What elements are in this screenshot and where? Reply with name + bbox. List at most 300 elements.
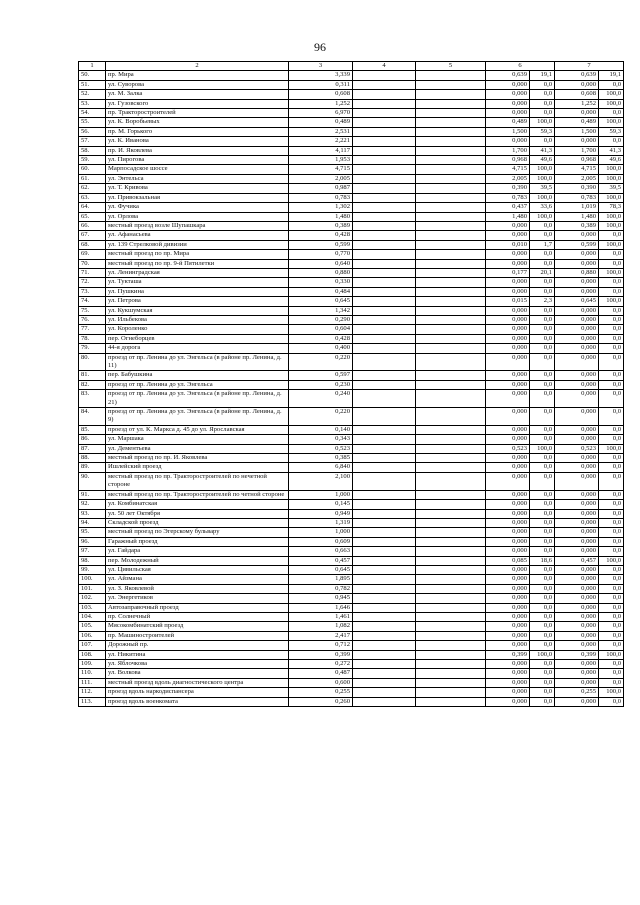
table-cell: 49,6 [599, 156, 624, 165]
table-cell: ул. Тукташа [106, 278, 289, 287]
table-cell [416, 528, 486, 537]
table-cell: ул. Дементьева [106, 444, 289, 453]
table-cell: проезд от пр. Ленина до ул. Энгельса (в районе пр. Ленина, д. 9) [106, 408, 289, 426]
table-cell: 0,599 [289, 240, 353, 249]
table-cell: 0,000 [555, 509, 599, 518]
table-cell: 0,0 [599, 287, 624, 296]
table-cell: 0,000 [555, 472, 599, 490]
table-cell: ул. Орлова [106, 212, 289, 221]
table-cell: 100,0 [599, 212, 624, 221]
table-cell [353, 518, 416, 527]
table-cell: 0,0 [530, 518, 555, 527]
table-row [79, 250, 624, 259]
table-cell: 91. [79, 490, 106, 499]
table-cell: 0,0 [530, 435, 555, 444]
table-cell: 0,0 [599, 584, 624, 593]
table-row [79, 500, 624, 509]
table-cell: 0,000 [486, 334, 530, 343]
table-cell: 0,0 [530, 697, 555, 706]
table-cell [353, 315, 416, 324]
table-cell: 0,0 [530, 250, 555, 259]
table-cell [353, 408, 416, 426]
table-cell: 0,255 [555, 688, 599, 697]
table-row [79, 221, 624, 230]
table-cell: 0,0 [530, 594, 555, 603]
table-cell: 4,715 [486, 165, 530, 174]
table-cell [353, 203, 416, 212]
table-cell: 88. [79, 454, 106, 463]
table-cell [416, 622, 486, 631]
table-cell: 0,000 [486, 137, 530, 146]
table-cell: 100,0 [530, 212, 555, 221]
table-cell: ул. Привокзальная [106, 193, 289, 202]
table-cell: 0,782 [289, 584, 353, 593]
table-cell: 0,000 [555, 565, 599, 574]
table-cell: 0,220 [289, 353, 353, 371]
table-cell [353, 353, 416, 371]
table-cell [353, 99, 416, 108]
table-cell [353, 80, 416, 89]
table-cell: 0,0 [530, 575, 555, 584]
table-row [79, 278, 624, 287]
table-cell [353, 454, 416, 463]
table-cell [353, 240, 416, 249]
table-cell: 1,000 [289, 528, 353, 537]
table-cell: 1,319 [289, 518, 353, 527]
table-cell [416, 156, 486, 165]
table-cell: 0,260 [289, 697, 353, 706]
table-cell [416, 259, 486, 268]
table-cell [416, 425, 486, 434]
table-cell: 83. [79, 390, 106, 408]
table-cell [416, 184, 486, 193]
table-row [79, 268, 624, 277]
table-cell: пр. Солнечный [106, 612, 289, 621]
table-cell: 0,0 [530, 547, 555, 556]
table-row [79, 174, 624, 183]
table-row [79, 575, 624, 584]
table-cell: 0,000 [486, 631, 530, 640]
table-cell: 87. [79, 444, 106, 453]
table-cell: 0,0 [530, 334, 555, 343]
table-cell: 0,000 [555, 622, 599, 631]
table-cell: 0,487 [289, 669, 353, 678]
table-row [79, 334, 624, 343]
table-row [79, 537, 624, 546]
table-cell: 100,0 [599, 268, 624, 277]
table-cell [353, 500, 416, 509]
table-cell: 0,0 [530, 287, 555, 296]
table-cell: 0,0 [599, 631, 624, 640]
table-row [79, 90, 624, 99]
table-cell [416, 435, 486, 444]
table-cell [416, 390, 486, 408]
table-cell: 0,000 [486, 669, 530, 678]
table-cell: 49,6 [530, 156, 555, 165]
table-cell: 0,608 [555, 90, 599, 99]
table-cell: 0,000 [486, 454, 530, 463]
table-cell: 0,0 [599, 641, 624, 650]
table-cell: 0,000 [486, 500, 530, 509]
table-cell: 65. [79, 212, 106, 221]
table-cell: 0,390 [486, 184, 530, 193]
table-cell: 0,400 [289, 344, 353, 353]
table-cell: 0,0 [599, 371, 624, 380]
table-cell: 59,3 [599, 127, 624, 136]
table-cell: ул. К. Иванова [106, 137, 289, 146]
table-row [79, 325, 624, 334]
table-cell: ул. Айзмана [106, 575, 289, 584]
table-cell [416, 518, 486, 527]
table-cell: 0,389 [555, 221, 599, 230]
table-cell [416, 287, 486, 296]
table-cell: 0,000 [555, 390, 599, 408]
table-cell: 100,0 [599, 688, 624, 697]
table-cell: 0,000 [555, 306, 599, 315]
table-cell: местный проезд по пр. Тракторостроителей по четной стороне [106, 490, 289, 499]
table-cell [416, 660, 486, 669]
table-cell: 0,0 [599, 509, 624, 518]
table-row [79, 688, 624, 697]
column-header: 4 [353, 62, 416, 71]
table-cell: ул. Короленко [106, 325, 289, 334]
column-header: 2 [106, 62, 289, 71]
table-cell: 0,0 [530, 90, 555, 99]
table-cell: 100,0 [599, 297, 624, 306]
table-cell [353, 344, 416, 353]
table-cell [416, 688, 486, 697]
table-cell: 0,0 [599, 315, 624, 324]
table-cell: 100,0 [599, 165, 624, 174]
table-cell: ул. Волкова [106, 669, 289, 678]
table-cell [416, 203, 486, 212]
table-row [79, 518, 624, 527]
page-number: 96 [314, 40, 326, 54]
table-cell: 0,000 [555, 660, 599, 669]
table-cell [416, 537, 486, 546]
table-cell: 0,000 [486, 259, 530, 268]
table-row [79, 678, 624, 687]
table-cell: 0,0 [530, 584, 555, 593]
table-cell [353, 371, 416, 380]
table-cell: 0,0 [599, 518, 624, 527]
table-cell: 56. [79, 127, 106, 136]
table-cell: 0,000 [555, 490, 599, 499]
table-cell: 0,000 [486, 435, 530, 444]
table-cell: 0,0 [530, 278, 555, 287]
table-cell: 0,290 [289, 315, 353, 324]
table-cell: 1,895 [289, 575, 353, 584]
table-cell: пр. И. Яковлева [106, 146, 289, 155]
table-cell [416, 603, 486, 612]
table-cell: 0,489 [486, 118, 530, 127]
table-cell: 0,0 [530, 371, 555, 380]
table-cell: 0,0 [530, 678, 555, 687]
table-cell: 0,000 [486, 408, 530, 426]
table-row [79, 137, 624, 146]
table-cell: 2,100 [289, 472, 353, 490]
table-row [79, 380, 624, 389]
table-cell: 100,0 [530, 118, 555, 127]
table-cell: 0,140 [289, 425, 353, 434]
table-row [79, 454, 624, 463]
table-row [79, 306, 624, 315]
table-cell: 0,000 [486, 278, 530, 287]
table-cell: 0,000 [555, 315, 599, 324]
column-header: 1 [79, 62, 106, 71]
table-cell: ул. 139 Стрелковой дивизии [106, 240, 289, 249]
table-cell: ул. 50 лет Октября [106, 509, 289, 518]
table-cell: 0,311 [289, 80, 353, 89]
table-cell: 0,0 [530, 622, 555, 631]
table-cell: местный проезд по пр. Тракторостроителей по нечетной стороне [106, 472, 289, 490]
table-cell: 100,0 [599, 193, 624, 202]
table-cell: 0,390 [555, 184, 599, 193]
table-cell [353, 174, 416, 183]
table-cell: 0,000 [555, 325, 599, 334]
table-cell: 0,0 [599, 472, 624, 490]
table-cell: 0,523 [555, 444, 599, 453]
table-cell: 0,0 [599, 353, 624, 371]
table-row [79, 118, 624, 127]
table-cell: 0,599 [555, 240, 599, 249]
table-row [79, 390, 624, 408]
table-cell [416, 584, 486, 593]
table-cell: 0,0 [530, 221, 555, 230]
table-cell: 77. [79, 325, 106, 334]
table-cell [416, 315, 486, 324]
table-cell: 2,3 [530, 297, 555, 306]
table-cell: 0,457 [289, 556, 353, 565]
table-cell: 0,0 [530, 669, 555, 678]
table-cell [353, 165, 416, 174]
table-cell: местный проезд по пр. И. Яковлева [106, 454, 289, 463]
table-cell [416, 697, 486, 706]
table-row [79, 184, 624, 193]
table-cell: 0,000 [486, 306, 530, 315]
column-header: 7 [555, 62, 624, 71]
table-cell: 0,437 [486, 203, 530, 212]
table-cell: 0,0 [599, 575, 624, 584]
table-cell: 0,712 [289, 641, 353, 650]
table-cell: 81. [79, 371, 106, 380]
table-cell [353, 109, 416, 118]
table-cell: 67. [79, 231, 106, 240]
table-cell: 0,000 [486, 594, 530, 603]
table-cell [416, 472, 486, 490]
table-cell: 0,0 [530, 603, 555, 612]
table-cell: 0,0 [599, 537, 624, 546]
table-cell [416, 556, 486, 565]
table-cell: 0,000 [555, 631, 599, 640]
table-cell [353, 463, 416, 472]
table-cell: 98. [79, 556, 106, 565]
table-cell: 1,252 [555, 99, 599, 108]
table-cell: ул. Энтельса [106, 174, 289, 183]
table-cell: 0,0 [599, 250, 624, 259]
table-cell: 1,500 [486, 127, 530, 136]
table-cell: 0,000 [486, 80, 530, 89]
table-cell: 0,0 [599, 500, 624, 509]
table-cell: 0,000 [486, 325, 530, 334]
table-cell [353, 278, 416, 287]
table-cell: 0,0 [599, 408, 624, 426]
table-cell: 55. [79, 118, 106, 127]
table-cell: 0,010 [486, 240, 530, 249]
table-cell: ул. Никитина [106, 650, 289, 659]
table-cell [416, 444, 486, 453]
table-cell: 102. [79, 594, 106, 603]
table-cell: проезд вдоль военкомата [106, 697, 289, 706]
table-cell: 0,000 [555, 334, 599, 343]
table-cell [416, 278, 486, 287]
table-cell: 39,5 [599, 184, 624, 193]
table-cell: проезд от пр. Ленина до ул. Энгельса (в районе пр. Ленина, д. 21) [106, 390, 289, 408]
table-cell: 0,000 [555, 231, 599, 240]
table-cell: 1,252 [289, 99, 353, 108]
table-cell [353, 127, 416, 136]
table-row [79, 287, 624, 296]
table-cell: 0,000 [555, 137, 599, 146]
table-cell: ул. М. Залка [106, 90, 289, 99]
table-row [79, 146, 624, 155]
table-cell: пер. Бабушкина [106, 371, 289, 380]
table-cell [353, 528, 416, 537]
table-row [79, 669, 624, 678]
table-cell: 1,461 [289, 612, 353, 621]
table-cell: 0,000 [486, 315, 530, 324]
table-row [79, 109, 624, 118]
table-cell: 0,000 [555, 528, 599, 537]
table-cell [353, 697, 416, 706]
table-cell: 0,0 [530, 631, 555, 640]
table-cell: 0,0 [530, 306, 555, 315]
table-cell: 0,484 [289, 287, 353, 296]
table-cell: 101. [79, 584, 106, 593]
table-cell: 0,000 [486, 472, 530, 490]
table-cell: 0,0 [530, 463, 555, 472]
table-cell [416, 678, 486, 687]
table-cell: ул. К. Воробьевых [106, 118, 289, 127]
table-cell: 1,082 [289, 622, 353, 631]
table-cell: 74. [79, 297, 106, 306]
table-cell: 0,343 [289, 435, 353, 444]
table-cell: 0,000 [486, 565, 530, 574]
table-cell: 0,640 [289, 259, 353, 268]
table-cell: 89. [79, 463, 106, 472]
table-cell: 0,000 [486, 231, 530, 240]
table-cell: 64. [79, 203, 106, 212]
table-cell: 0,000 [486, 109, 530, 118]
table-cell: 20,1 [530, 268, 555, 277]
table-cell: 0,0 [530, 408, 555, 426]
table-cell: 0,000 [555, 425, 599, 434]
table-cell: 0,240 [289, 390, 353, 408]
table-cell [416, 193, 486, 202]
table-cell [416, 500, 486, 509]
table-cell: ул. Петрова [106, 297, 289, 306]
table-cell: 2,005 [555, 174, 599, 183]
table-cell: 0,000 [555, 371, 599, 380]
table-cell: ул. Гайдара [106, 547, 289, 556]
table-cell [416, 463, 486, 472]
table-cell: 100,0 [599, 650, 624, 659]
table-cell: 0,330 [289, 278, 353, 287]
table-cell: 72. [79, 278, 106, 287]
table-row [79, 697, 624, 706]
table-cell: 0,0 [530, 390, 555, 408]
table-cell [416, 297, 486, 306]
table-cell: пр. Машиностроителей [106, 631, 289, 640]
table-cell: 0,230 [289, 380, 353, 389]
table-cell [416, 509, 486, 518]
table-cell: 66. [79, 221, 106, 230]
table-cell: 0,0 [599, 80, 624, 89]
table-cell: 109. [79, 660, 106, 669]
table-cell [353, 137, 416, 146]
table-cell: ул. Гузовского [106, 99, 289, 108]
table-cell: 0,000 [486, 603, 530, 612]
table-cell [353, 146, 416, 155]
table-cell: 0,0 [530, 380, 555, 389]
table-cell: 0,000 [486, 371, 530, 380]
table-row [79, 547, 624, 556]
table-cell [416, 631, 486, 640]
table-cell: 100,0 [599, 174, 624, 183]
table-cell: 0,597 [289, 371, 353, 380]
table-cell: 100. [79, 575, 106, 584]
table-cell: 100,0 [599, 444, 624, 453]
table-cell [353, 688, 416, 697]
table-cell: 0,0 [599, 547, 624, 556]
table-cell: 0,645 [555, 297, 599, 306]
table-cell: 1,019 [555, 203, 599, 212]
table-cell: проезд от пр. Ленина до ул. Энгельса [106, 380, 289, 389]
table-cell: 84. [79, 408, 106, 426]
table-cell: 0,000 [555, 353, 599, 371]
table-cell: 103. [79, 603, 106, 612]
table-cell: 0,000 [486, 697, 530, 706]
table-cell: 0,0 [530, 688, 555, 697]
table-row [79, 490, 624, 499]
table-cell: 0,000 [555, 250, 599, 259]
table-cell: 0,0 [530, 500, 555, 509]
table-cell: 0,663 [289, 547, 353, 556]
table-cell: ул. Ленинградская [106, 268, 289, 277]
table-cell: 95. [79, 528, 106, 537]
table-cell: 0,457 [555, 556, 599, 565]
table-row [79, 408, 624, 426]
table-cell: 0,000 [486, 547, 530, 556]
table-cell: 0,000 [555, 594, 599, 603]
table-cell: Мясокомбинатский проезд [106, 622, 289, 631]
table-cell [353, 250, 416, 259]
table-cell: 0,000 [486, 622, 530, 631]
table-cell: местный проезд по пр. 9-й Пятилетки [106, 259, 289, 268]
table-cell: 0,0 [599, 325, 624, 334]
table-cell [416, 575, 486, 584]
table-cell: 0,0 [530, 490, 555, 499]
table-cell: 90. [79, 472, 106, 490]
table-cell: 0,000 [486, 425, 530, 434]
table-cell: 100,0 [530, 650, 555, 659]
table-cell: местный проезд по пр. Мира [106, 250, 289, 259]
table-cell: 106. [79, 631, 106, 640]
table-cell: 0,0 [530, 344, 555, 353]
table-row [79, 165, 624, 174]
table-cell: 0,000 [555, 463, 599, 472]
table-cell: 85. [79, 425, 106, 434]
